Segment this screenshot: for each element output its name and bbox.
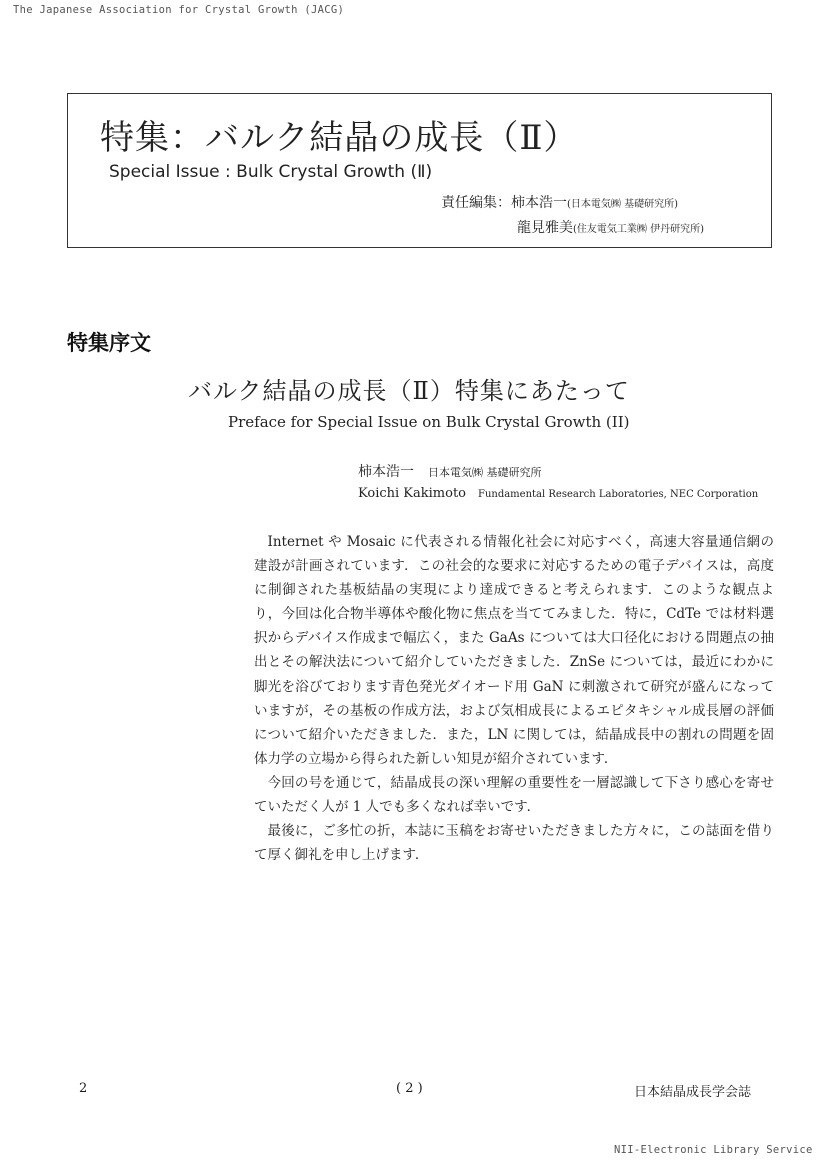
editor-label: 責任編集： [441,195,511,211]
author-japanese [358,461,542,481]
author-affiliation: 日本電気㈱ 基礎研究所 [428,466,542,479]
author-name: 柿本浩一 [358,464,414,480]
author-name: Koichi Kakimoto [358,486,466,501]
editor-line [517,217,704,237]
article-title-english: Preface for Special Issue on Bulk Crystal Growth (II) [228,413,630,431]
article-title: バルク結晶の成長（Ⅱ）特集にあたって [188,377,630,405]
special-issue-subtitle: Special Issue : Bulk Crystal Growth (Ⅱ) [109,162,433,182]
editor-affiliation: (日本電気㈱ 基礎研究所) [567,199,678,210]
paragraph: Internet や Mosaic に代表される情報化社会に対応すべく，高速大容量通信網の建設が計画されています．この社会的な要求に対応するための電子デバイスは，高度に制御された基板結晶の実現により達成できると考えられます．このような観点より，今回は化合物半導体や酸化物に焦点を当ててみました．特に，CdTe では材料選択からデバイス作成まで幅広く，また GaAs については大口径化における問題点の抽出とその解決法について紹介していただきました．ZnSe については，最近にわかに脚光を浴びております青色発光ダイオード用 GaN に刺激されて研究が盛んになっていますが，その基板の作成方法，および気相成長によるエピタキシャル成長層の評価について紹介いただきました．また，LN に関しては，結晶成長中の割れの問題を固体力学の立場から得られた新しい知見が紹介されています． [254,534,774,767]
page-number: 2 [79,1081,88,1096]
service-footer: NII-Electronic Library Service [614,1144,813,1156]
footer-center-number: ( 2 ) [396,1081,423,1096]
running-header: The Japanese Association for Crystal Growth (JACG) [13,4,345,16]
special-issue-box [67,93,772,248]
section-heading: 特集序文 [67,331,151,355]
paragraph: 今回の号を通じて，結晶成長の深い理解の重要性を一層認識して下さり感心を寄せていただく人が 1 人でも多くなれば幸いです． [254,774,774,816]
editor-affiliation: (住友電気工業㈱ 伊丹研究所) [573,224,704,235]
journal-name: 日本結晶成長学会誌 [634,1085,752,1100]
author-english [358,486,758,501]
editor-name: 柿本浩一 [511,195,567,211]
article-body [254,530,774,867]
paragraph: 最後に，ご多忙の折，本誌に玉稿をお寄せいただきました方々に，この誌面を借りて厚く御礼を申し上げます． [254,823,774,864]
special-issue-title: 特集：バルク結晶の成長（Ⅱ） [100,118,579,158]
author-affiliation: Fundamental Research Laboratories, NEC Corporation [478,489,759,500]
editor-line [441,192,678,212]
editor-name: 龍見雅美 [517,220,573,236]
